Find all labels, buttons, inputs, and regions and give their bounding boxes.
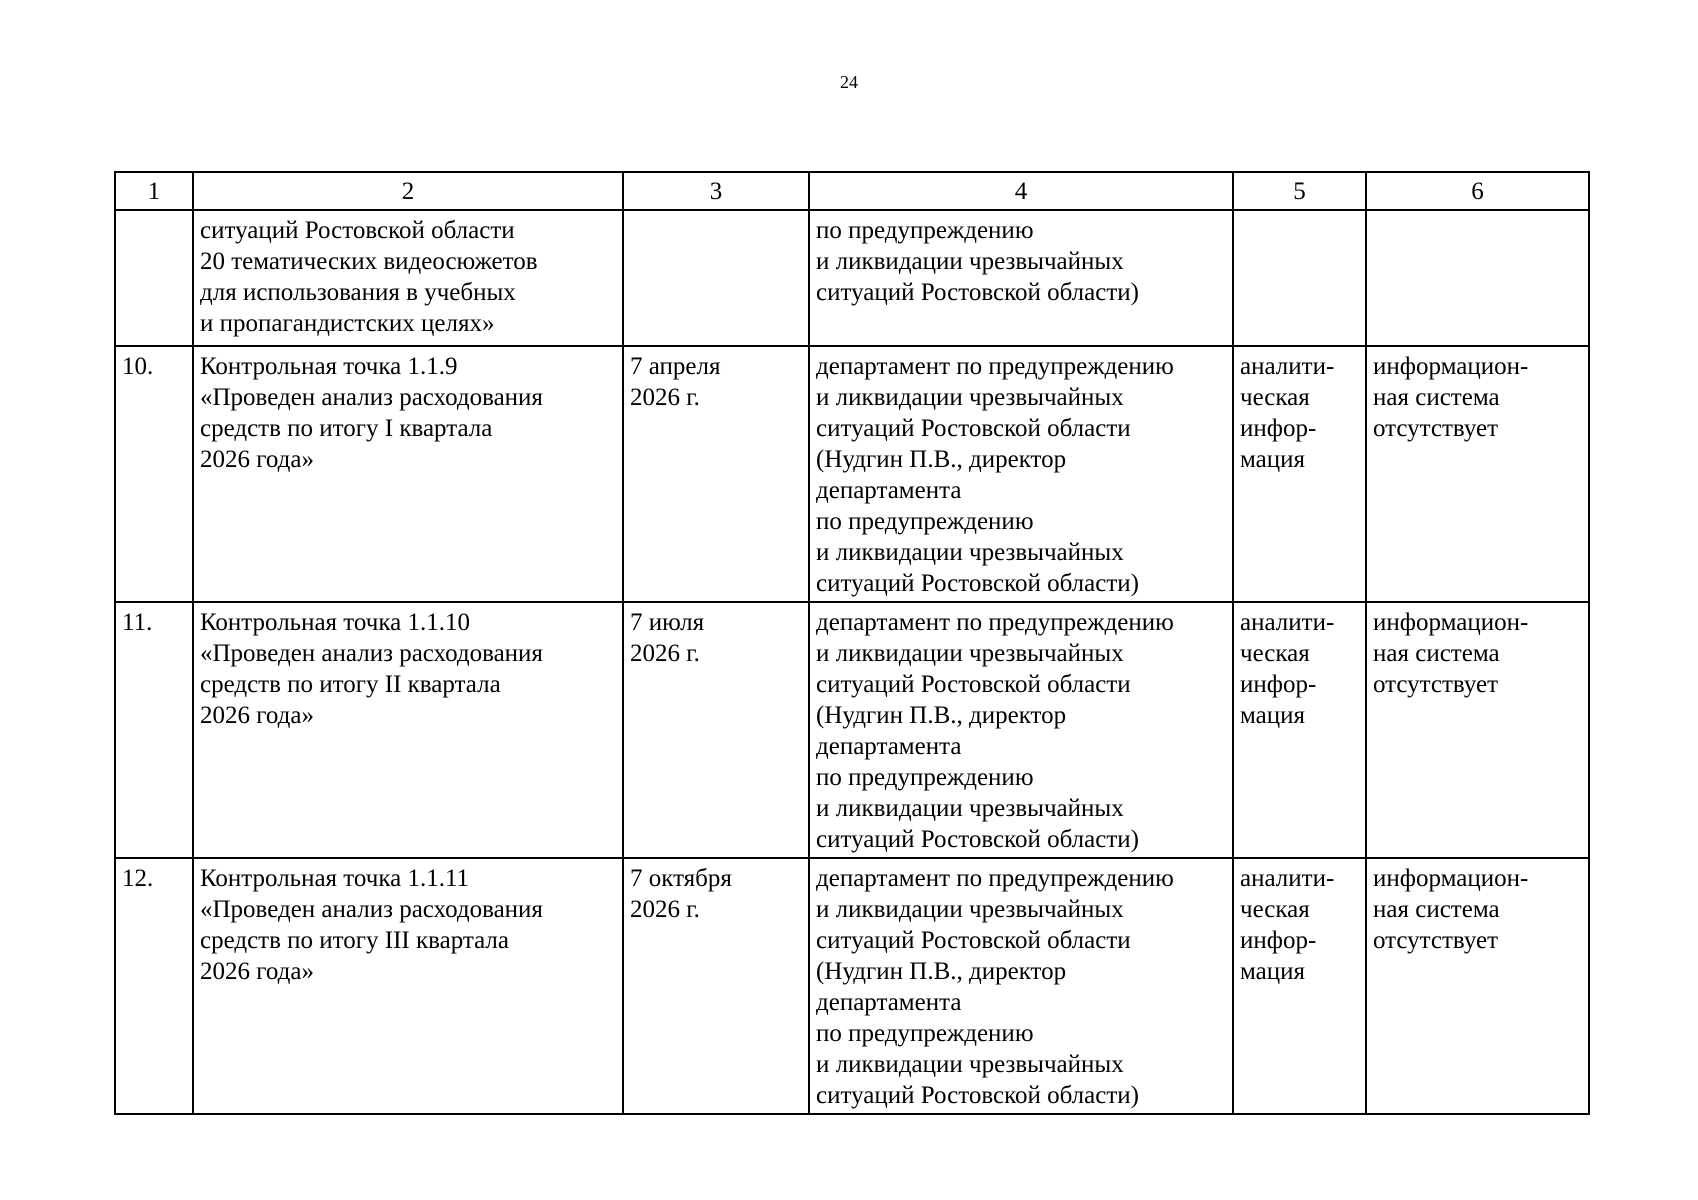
control-point-name-cell: Контрольная точка 1.1.10 «Проведен анализ расходования средств по итогу II квартала 2026 года» [193,602,623,858]
document-type-cell: аналити- ческая инфор- мация [1233,346,1366,602]
deadline-cell: 7 октября 2026 г. [623,858,809,1114]
column-header: 6 [1366,172,1589,210]
row-number-cell: 11. [115,602,193,858]
control-points-table [114,171,1590,1115]
column-header: 4 [809,172,1233,210]
page-number: 24 [840,72,858,92]
info-system-cell: информацион- ная система отсутствует [1366,858,1589,1114]
column-header: 2 [193,172,623,210]
row-number-cell: 10. [115,346,193,602]
table-row [115,858,1589,1114]
row-number-cell [115,210,193,346]
control-point-name-cell: Контрольная точка 1.1.9 «Проведен анализ расходования средств по итогу I квартала 2026 года» [193,346,623,602]
table-row [115,210,1589,346]
info-system-cell: информацион- ная система отсутствует [1366,346,1589,602]
document-type-cell: аналити- ческая инфор- мация [1233,858,1366,1114]
table-header-row [115,172,1589,210]
deadline-cell: 7 апреля 2026 г. [623,346,809,602]
responsible-cell: департамент по предупреждению и ликвидации чрезвычайных ситуаций Ростовской области (Нудгин П.В., директор департамента по предупреждению и ликвидации чрезвычайных ситуаций Ростовской области) [809,346,1233,602]
column-header: 5 [1233,172,1366,210]
deadline-cell [623,210,809,346]
table-row [115,346,1589,602]
deadline-cell: 7 июля 2026 г. [623,602,809,858]
info-system-cell: информацион- ная система отсутствует [1366,602,1589,858]
responsible-cell: департамент по предупреждению и ликвидации чрезвычайных ситуаций Ростовской области (Нудгин П.В., директор департамента по предупреждению и ликвидации чрезвычайных ситуаций Ростовской области) [809,602,1233,858]
column-header: 1 [115,172,193,210]
info-system-cell [1366,210,1589,346]
responsible-cell: департамент по предупреждению и ликвидации чрезвычайных ситуаций Ростовской области (Нудгин П.В., директор департамента по предупреждению и ликвидации чрезвычайных ситуаций Ростовской области) [809,858,1233,1114]
row-number-cell: 12. [115,858,193,1114]
table-row [115,602,1589,858]
responsible-cell: по предупреждению и ликвидации чрезвычайных ситуаций Ростовской области) [809,210,1233,346]
document-type-cell: аналити- ческая инфор- мация [1233,602,1366,858]
column-header: 3 [623,172,809,210]
control-point-name-cell: Контрольная точка 1.1.11 «Проведен анализ расходования средств по итогу III квартала 2026 года» [193,858,623,1114]
document-type-cell [1233,210,1366,346]
control-point-name-cell: ситуаций Ростовской области 20 тематических видеосюжетов для использования в учебных и пропагандистских целях» [193,210,623,346]
